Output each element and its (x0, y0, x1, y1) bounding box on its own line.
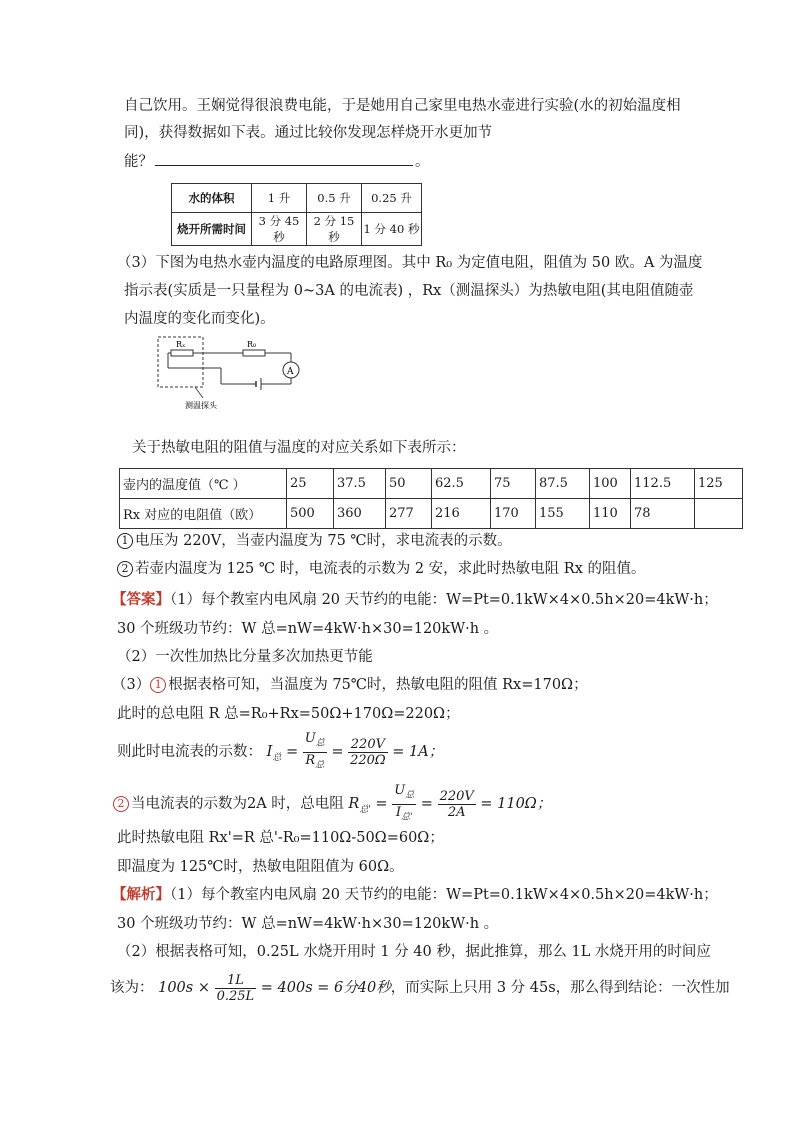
answer-6-prefix: 则此时电流表的示数： (117, 744, 262, 761)
frac-num: U (394, 783, 406, 798)
circuit-diagram (155, 334, 315, 414)
frac-num: 220V (439, 788, 474, 804)
q3-line-2: 指示表(实质是一只量程为 0~3A 的电流表) ，Rx（测温探头）为热敏电阻(其电阻值随壶 (124, 283, 694, 299)
table2-cell: 100 (590, 469, 631, 499)
symbol-sub: 总' (359, 804, 371, 815)
sub-question-2-text: 若壶内温度为 125 ℃ 时，电流表的示数为 2 安，求此时热敏电阻 Rx 的阻值。 (135, 561, 646, 577)
answer-line-1 (112, 590, 718, 610)
table2-cell: 277 (386, 499, 432, 529)
analysis-line-3: （2）根据表格可知，0.25L 水烧开用时 1 分 40 秒，据此推算，那么 1L 水烧开用的时间应 (117, 944, 711, 960)
symbol-i: I (266, 744, 273, 761)
answer-line-3: （2）一次性加热比分量多次加热更节能 (117, 649, 373, 665)
circled-number-1: 1 (150, 677, 166, 693)
analysis-tag: 【解析】 (112, 886, 170, 903)
analysis-line-4 (110, 968, 730, 1008)
analysis-4-prefix: 该为： (110, 980, 154, 996)
sub-question-1-text: 电压为 220V，当壶内温度为 75 ℃时，求电流表的示数。 (135, 533, 512, 549)
intro-line-3 (124, 151, 430, 172)
answer-line-7: 2 当电流表的示数为2A 时，总电阻 $R_{总'}$ = $\frac{U_总}{I_{总'}}$ = $\frac{220V}{2A}$ = 110Ω； (113, 783, 551, 830)
analysis-line-2: 30 个班级功节约：W 总=nW=4kW·h×30=120kW·h 。 (117, 916, 499, 932)
table1-cell: 1 升 (252, 184, 307, 213)
intro-line-3-prefix: 能？ (124, 154, 153, 170)
frac-den-sub: 总' (401, 812, 413, 823)
table2-cell: Rx 对应的电阻值（欧） (120, 499, 287, 529)
answer-6-result: = 1A； (392, 744, 444, 761)
answer-line-6: 则此时电流表的示数： $I_总$ = $\frac{U_总}{R_总}$ = $\frac{220V}{220\Omega}$ = 1A； (117, 731, 443, 778)
table2-cell: 110 (590, 499, 631, 529)
table1-cell: 烧开所需时间 (172, 213, 252, 246)
frac-num: 1L (215, 973, 257, 989)
table1-cell: 水的体积 (172, 184, 252, 213)
probe-label: 测温探头 (185, 401, 217, 410)
fraction-values (438, 789, 476, 820)
q3-line-1: （3）下图为电热水壶内温度的电路原理图。其中 R₀ 为定值电阻，阻值为 50 欧。A 为温度 (117, 255, 703, 271)
rx-label: Rₓ (176, 340, 186, 349)
table2-cell: 155 (536, 499, 590, 529)
frac-num-sub: 总 (315, 738, 325, 749)
table2-caption: 关于热敏电阻的阻值与温度的对应关系如下表所示： (132, 440, 466, 456)
frac-den: 2A (447, 804, 466, 820)
fraction-u-over-i (392, 783, 416, 825)
intro-line-1: 自己饮用。王娴觉得很浪费电能，于是她用自己家里电热水壶进行实验(水的初始温度相 (124, 98, 681, 114)
table2-cell: 壶内的温度值（℃ ） (120, 469, 287, 499)
frac-num: 220V (348, 737, 388, 753)
table2-cell: 62.5 (432, 469, 491, 499)
circled-number-2: 2 (117, 561, 133, 577)
circled-number-2: 2 (113, 796, 129, 812)
q3-line-3: 内温度的变化而变化)。 (124, 311, 275, 327)
table2-cell: 78 (631, 499, 695, 529)
analysis-line-1 (112, 885, 718, 905)
frac-den: R (305, 752, 316, 768)
symbol-r: R (348, 796, 360, 813)
table2-cell: 360 (334, 499, 386, 529)
table1-cell: 1 分 40 秒 (362, 213, 422, 246)
table1-cell: 0.25 升 (362, 184, 422, 213)
analysis-expr-b: = 400s = 6分40秒 (260, 980, 391, 996)
table2-cell: 25 (287, 469, 334, 499)
table1-cell: 2 分 15 秒 (307, 213, 362, 246)
fraction-liters (215, 973, 257, 1004)
analysis-text-1: （1）每个教室内电风扇 20 天节约的电能：W=Pt=0.1kW×4×0.5h×20=4kW·h； (170, 887, 718, 903)
answer-line-5: 此时的总电阻 R 总=R₀+Rx=50Ω+170Ω=220Ω； (117, 706, 460, 722)
answer-line-4 (112, 675, 588, 695)
current-symbol (266, 744, 282, 763)
intro-line-2: 同)，获得数据如下表。通过比较你发现怎样烧开水更加节 (124, 125, 493, 141)
resistance-symbol (348, 796, 371, 815)
analysis-4-suffix: ，而实际上只用 3 分 45s，那么得到结论：一次性加 (390, 980, 730, 996)
answer-line-8: 此时热敏电阻 Rx'=R 总'-R₀=110Ω-50Ω=60Ω； (117, 830, 444, 846)
table1-cell: 3 分 45 秒 (252, 213, 307, 246)
thermistor-table (119, 468, 743, 529)
answer-line-9: 即温度为 125℃时，热敏电阻阻值为 60Ω。 (117, 859, 404, 875)
analysis-expr-a: 100s × (158, 980, 210, 996)
table2-cell: 500 (287, 499, 334, 529)
frac-den: 0.25L (216, 988, 255, 1004)
answer-4-prefix: （3） (112, 677, 151, 693)
table2-cell: 170 (491, 499, 536, 529)
answer-7-prefix: 当电流表的示数为2A 时，总电阻 (131, 796, 344, 813)
circled-number-1: 1 (117, 533, 133, 549)
answer-text-4: 根据表格可知，当温度为 75℃时，热敏电阻的阻值 Rx=170Ω； (168, 677, 588, 693)
frac-num-sub: 总 (405, 790, 415, 801)
table1-cell: 0.5 升 (307, 184, 362, 213)
fraction-values (348, 737, 388, 768)
fraction-u-over-r (303, 731, 327, 773)
water-boil-table (171, 183, 422, 246)
table2-cell (695, 499, 743, 529)
table2-cell: 125 (695, 469, 743, 499)
table2-cell: 37.5 (334, 469, 386, 499)
r0-label: R₀ (247, 340, 257, 349)
table2-cell: 50 (386, 469, 432, 499)
answer-blank (155, 151, 413, 166)
sub-question-2 (117, 559, 645, 579)
r0-resistor (243, 350, 265, 356)
answer-text-1: （1）每个教室内电风扇 20 天节约的电能：W=Pt=0.1kW×4×0.5h×20=4kW·h； (170, 592, 718, 608)
ammeter-label: A (287, 367, 294, 377)
answer-line-2: 30 个班级功节约：W 总=nW=4kW·h×30=120kW·h 。 (117, 621, 499, 637)
frac-den: I (395, 804, 402, 820)
rx-resistor (171, 350, 193, 356)
frac-den: 220Ω (350, 752, 386, 768)
table2-cell: 87.5 (536, 469, 590, 499)
answer-7-result: = 110Ω； (480, 796, 552, 813)
table2-cell: 75 (491, 469, 536, 499)
answer-tag: 【答案】 (112, 591, 170, 608)
sub-question-1 (117, 531, 512, 551)
intro-line-3-suffix: 。 (415, 154, 430, 170)
table2-cell: 216 (432, 499, 491, 529)
table2-cell: 112.5 (631, 469, 695, 499)
symbol-sub: 总 (272, 752, 282, 763)
frac-den-sub: 总 (315, 760, 325, 771)
frac-num: U (304, 731, 316, 746)
